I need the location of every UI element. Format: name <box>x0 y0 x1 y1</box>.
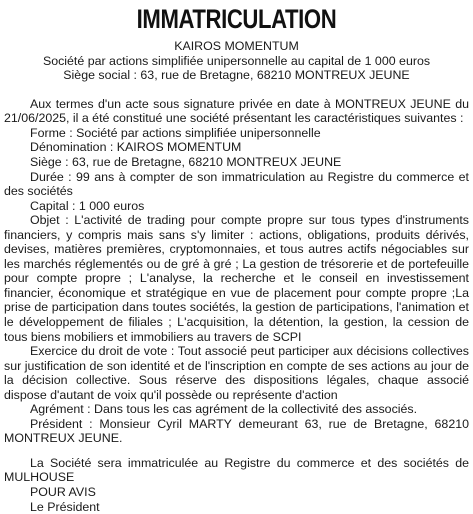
vote-paragraph: Exercice du droit de vote : Tout associé peut participer aux décisions collectives sur justification de son identité et de l'inscription en compte de ses actions au jour de la décision collective. Sous réserve des dispositions légales, chaque associé dispose d'autant de voix qu'il possède ou représente d'action <box>4 344 469 402</box>
notice-body <box>4 97 469 514</box>
agrement-line: Agrément : Dans tous les cas agrément de la collectivité des associés. <box>30 402 418 417</box>
objet-paragraph: Objet : L'activité de trading pour compte propre sur tous types d'instruments financiers, y compris mais sans s'y limiter : actions, obligations, produits dérivés, devises, matières premières, cryptomonnaies, et tous autres actifs négociables sur les marchés réglementés ou de gré à gré ; La gestion de trésorerie et de portefeuille pour compte propre ; L'analyse, la recherche et le conseil en investissement financier, économique et stratégique en vue de placement pour compte propre ;La prise de participation dans toutes sociétés, la gestion de participations, l'animation et le développement de filiales ; L'acquisition, la détention, la gestion, la cession de tous biens mobiliers et immobiliers au travers de SCPI <box>4 213 469 344</box>
duree-paragraph: Durée : 99 ans à compter de son immatriculation au Registre du commerce et des sociétés <box>4 169 469 199</box>
company-name: KAIROS MOMENTUM <box>174 39 299 53</box>
company-registered-office: Siège social : 63, rue de Bretagne, 68210 MONTREUX JEUNE <box>63 68 410 83</box>
legal-notice <box>4 2 469 514</box>
company-legal-form: Société par actions simplifiée unipersonnelle au capital de 1 000 euros <box>42 53 431 68</box>
notice-title: IMMATRICULATION <box>136 4 337 34</box>
siege-line: Siège : 63, rue de Bretagne, 68210 MONTREUX JEUNE <box>30 154 342 169</box>
denomination-line: Dénomination : KAIROS MOMENTUM <box>30 140 242 155</box>
signature-line: Le Président <box>30 499 100 514</box>
intro-paragraph: Aux termes d'un acte sous signature privée en date à MONTREUX JEUNE du 21/06/2025, il a été constitué une société présentant les caractéristiques suivantes : <box>4 96 469 126</box>
capital-line: Capital : 1 000 euros <box>30 198 145 213</box>
company-header <box>4 39 469 83</box>
registration-paragraph: La Société sera immatriculée au Registre du commerce et des sociétés de MULHOUSE <box>4 455 469 485</box>
pour-avis-line: POUR AVIS <box>30 485 96 499</box>
forme-line: Forme : Société par actions simplifiée unipersonnelle <box>30 125 321 140</box>
president-paragraph: Président : Monsieur Cyril MARTY demeurant 63, rue de Bretagne, 68210 MONTREUX JEUNE. <box>4 416 469 446</box>
